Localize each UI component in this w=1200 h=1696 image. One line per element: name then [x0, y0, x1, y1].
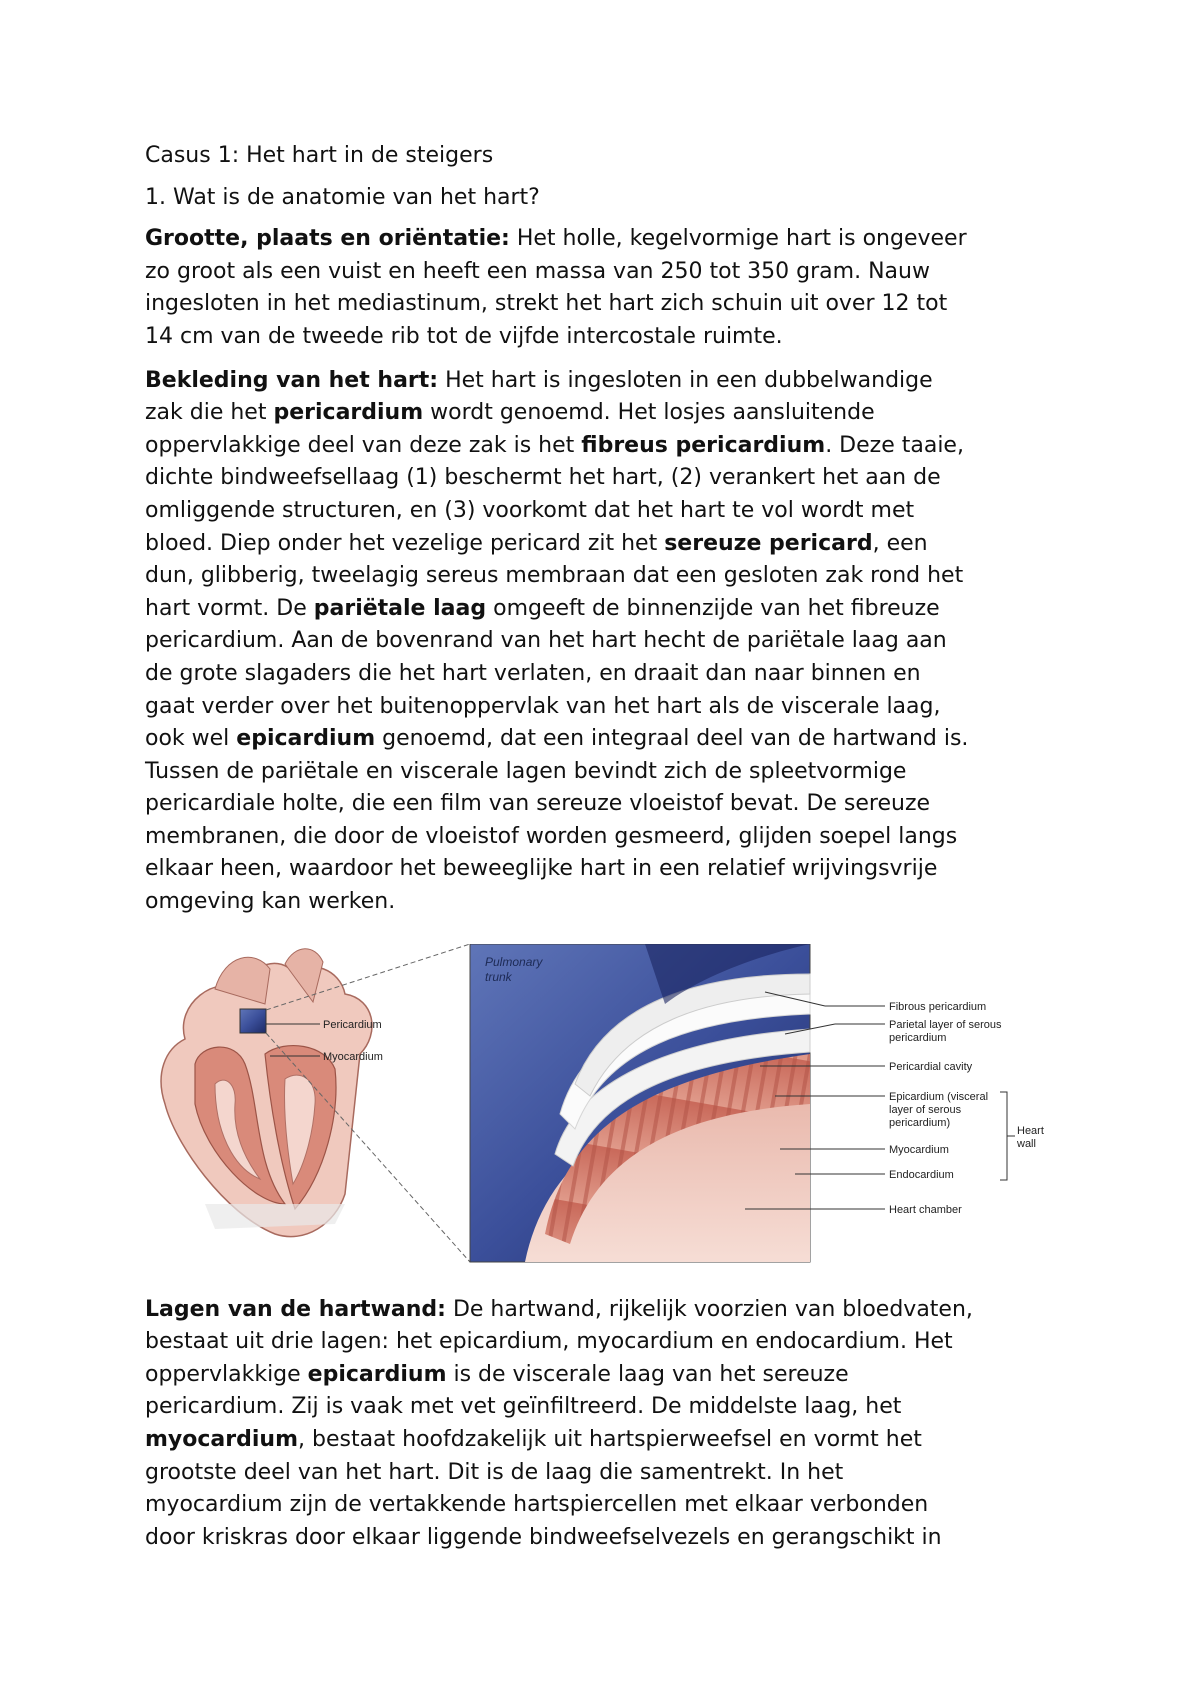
paragraph-heading: Bekleding van het hart:	[145, 367, 439, 393]
heart-wall-magnified	[470, 944, 810, 1262]
heart-wall-illustration	[145, 944, 1090, 1274]
heart-icon	[161, 944, 470, 1262]
paragraph-heading: Grootte, plaats en oriëntatie:	[145, 226, 510, 252]
label-heart-chamber: Heart chamber	[889, 1203, 962, 1216]
label-pericardium: Pericardium	[323, 1018, 382, 1031]
label-pulmonary-trunk: Pulmonary	[485, 954, 543, 969]
label-pulmonary-trunk-2: trunk	[485, 969, 512, 984]
paragraph-lagen: Lagen van de hartwand: De hartwand, rijkelijk voorzien van bloedvaten, bestaat uit drie lagen: het epicardium, myocardium en endocardium. Het oppervlakkige epicardium is de viscerale laag van het sereuze pericardium. Zij is vaak met vet geïnfiltreerd. De middelste laag, het myocardium, bestaat hoofdzakelijk uit hartspierweefsel en vormt het grootste deel van het hart. Dit is de laag die samentrekt. In het myocardium zijn de vertakkende hartspiercellen met elkaar verbonden door kriskras door elkaar liggende bindweefselvezels en gerangschikt in	[145, 1296, 973, 1550]
label-heart-wall: Heart	[1017, 1124, 1044, 1137]
document-body	[145, 140, 1090, 1565]
paragraph-bekleding: Bekleding van het hart: Het hart is ingesloten in een dubbelwandige zak die het pericardium wordt genoemd. Het losjes aansluitende oppervlakkige deel van deze zak is het fibreus pericardium. Deze taaie, dichte bindweefsellaag (1) beschermt het hart, (2) verankert het aan de omliggende structuren, en (3) voorkomt dat het hart te vol wordt met bloed. Diep onder het vezelige pericard zit het sereuze pericard, een dun, glibberig, tweelagig sereus membraan dat een gesloten zak rond het hart vormt. De pariëtale laag omgeeft de binnenzijde van het fibreuze pericardium. Aan de bovenrand van het hart hecht de pariëtale laag aan de grote slagaders die het hart verlaten, en draait dan naar binnen en gaat verder over het buitenoppervlak van het hart als de viscerale laag, ook wel epicardium genoemd, dat een integraal deel van de hartwand is. Tussen de pariëtale en viscerale lagen bevindt zich de spleetvormige pericardiale holte, die een film van sereuze vloeistof bevat. De sereuze membranen, die door de vloeistof worden gesmeerd, glijden soepel langs elkaar heen, waardoor het beweeglijke hart in een relatief wrijvingsvrije omgeving kan werken.	[145, 367, 969, 915]
label-fibrous-pericardium: Fibrous pericardium	[889, 1000, 987, 1013]
question-heading: 1. Wat is de anatomie van het hart?	[145, 184, 540, 210]
label-epicardium-3: pericardium)	[889, 1116, 951, 1129]
label-epicardium-2: layer of serous	[889, 1103, 962, 1116]
label-epicardium: Epicardium (visceral	[889, 1090, 989, 1103]
label-parietal-layer: Parietal layer of serous	[889, 1018, 1002, 1031]
label-myocardium-wall: Myocardium	[889, 1143, 949, 1156]
heart-wall-figure	[145, 944, 1090, 1274]
label-parietal-layer-2: pericardium	[889, 1031, 947, 1044]
label-pericardial-cavity: Pericardial cavity	[889, 1060, 973, 1073]
label-heart-wall-2: wall	[1017, 1137, 1036, 1150]
label-myocardium: Myocardium	[323, 1050, 383, 1063]
paragraph-grootte: Grootte, plaats en oriëntatie: Het holle, kegelvormige hart is ongeveer zo groot als een vuist en heeft een massa van 250 tot 350 gram. Nauw ingesloten in het mediastinum, strekt het hart zich schuin uit over 12 tot 14 cm van de tweede rib tot de vijfde intercostale ruimte.	[145, 226, 967, 349]
paragraph-heading: Lagen van de hartwand:	[145, 1296, 446, 1322]
label-endocardium: Endocardium	[889, 1168, 954, 1181]
document-title: Casus 1: Het hart in de steigers	[145, 143, 494, 168]
